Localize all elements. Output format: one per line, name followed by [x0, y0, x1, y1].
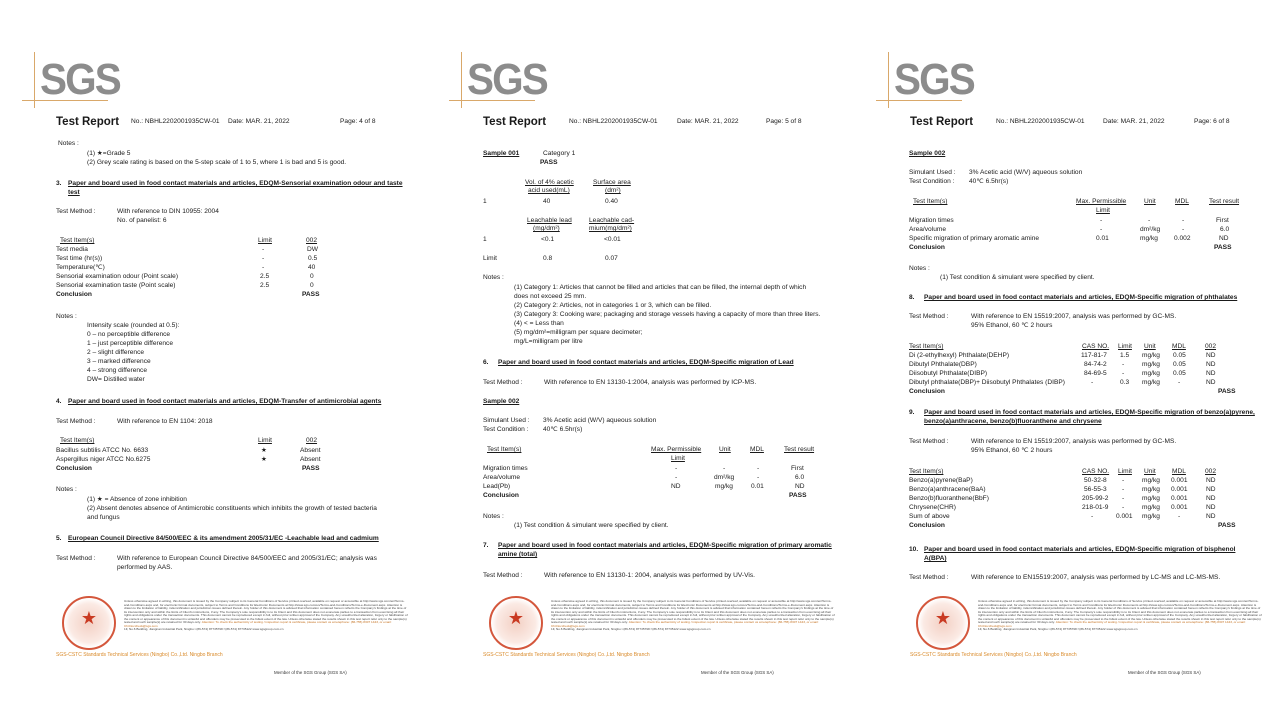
- cell-mdl: 0.001: [1171, 486, 1188, 493]
- lead-value: <0.1: [541, 236, 555, 243]
- conclusion-row: [22, 291, 432, 301]
- cell-cas: -: [1091, 513, 1094, 520]
- sample-label: Sample 001: [483, 150, 520, 157]
- note-text: 1 – just perceptible difference: [87, 340, 174, 347]
- cell-mdl: -: [757, 465, 760, 472]
- cell-item: Dibutyl Phthalate(DBP): [909, 361, 977, 368]
- col-volume: Vol. of 4% acetic: [525, 179, 574, 186]
- report-title: Test Report: [56, 116, 120, 128]
- section-number: 10.: [909, 546, 919, 553]
- terms-text: Unless otherwise agreed in writing, this document is issued by the Company subject to its General Conditions of Service printed overleaf, available on request or accessible at http://www.sgs.com/en/Terms-and-Conditions.aspx and, for electronic format documents, subject to Terms and Conditions for Electronic Documents at http://www.sgs.com/en/Terms-and-Conditions/Terms-e-Document.aspx. Attention is drawn to the limitation of liability, indemnification and jurisdiction issues defined therein. Any holder of this document is advised that information contained hereon reflects the Company's findings at the time of its intervention only and within the limits of Client's instructions, if any. The Company's sole responsibility is to its Client and this document does not exonerate parties to a transaction from exercising all their rights and obligations under the transaction documents. This document cannot be reproduced except in full, without prior written approval of the Company. Any unauthorized alteration, forgery or falsification of the content or appearance of this document is unlawful and offenders may be prosecuted to the fullest extent of the law. Unless otherwise stated the results shown in this test report refer only to the sample(s) tested and such sample(s) are retained for 30 days only.: [551, 599, 835, 625]
- notes-label: Notes :: [909, 265, 930, 272]
- col-mpl: Limit: [671, 455, 685, 462]
- cell-limit: 1.5: [1120, 352, 1130, 359]
- notes-label: Notes :: [483, 274, 504, 281]
- cell-cas: 218-01-9: [1082, 504, 1109, 511]
- test-method-label: Test Method :: [56, 208, 96, 215]
- cell-limit: -: [262, 255, 265, 262]
- sgs-logo: SGS: [40, 55, 120, 104]
- cell-mdl: -: [1178, 513, 1181, 520]
- test-method: With reference to EN 1104: 2018: [117, 418, 213, 425]
- cell-limit: -: [1122, 495, 1125, 502]
- cell-result: ND: [1219, 235, 1229, 242]
- cell-unit: mg/kg: [1140, 235, 1158, 242]
- cell-item: Migration times: [909, 217, 954, 224]
- cell-value: Absent: [300, 456, 321, 463]
- note-text: 3 – marked difference: [87, 358, 151, 365]
- cell-item: Test media: [56, 246, 88, 253]
- cell-item: Lead(Pb): [483, 483, 511, 490]
- section-number: 5.: [56, 535, 62, 542]
- note-text: (1) Test condition & simulant were specified by client.: [940, 274, 1095, 281]
- cell-value: ND: [1206, 513, 1216, 520]
- notes-label: Notes :: [56, 486, 77, 493]
- cell-item: Test time (hr(s)): [56, 255, 103, 262]
- section-number: 7.: [483, 542, 489, 549]
- col-test-items: Test Item(s): [909, 343, 944, 350]
- conclusion-value: PASS: [1214, 244, 1232, 251]
- cell-item: Benzo(a)anthracene(BaA): [909, 486, 986, 493]
- category: Category 1: [543, 150, 576, 157]
- col-unit: Unit: [719, 446, 731, 453]
- cell-limit: 2.5: [260, 273, 270, 280]
- report-number: No.: NBHL2202001935CW-01: [131, 118, 220, 125]
- note-text: (1) Category 1: Articles that cannot be filled and articles that can be filled, the internal depth of which: [514, 284, 807, 291]
- attention-text: Attention: To check the authenticity of testing / inspection report & certificate, please contact us at telephone: (86-755) 8307 1443, or email: CN.Doccheck@sgs.com: [124, 620, 392, 628]
- notes-label: Notes :: [58, 140, 79, 147]
- conclusion-label: Conclusion: [56, 465, 92, 472]
- col-cas: CAS NO.: [1082, 468, 1110, 475]
- col-test-items: Test Item(s): [487, 446, 522, 453]
- report-page-5: [449, 0, 859, 720]
- cell-mpl: ND: [671, 483, 681, 490]
- terms-text: Unless otherwise agreed in writing, this document is issued by the Company subject to its General Conditions of Service printed overleaf, available on request or accessible at http://www.sgs.com/en/Terms-and-Conditions.aspx and, for electronic format documents, subject to Terms and Conditions for Electronic Documents at http://www.sgs.com/en/Terms-and-Conditions/Terms-e-Document.aspx. Attention is drawn to the limitation of liability, indemnification and jurisdiction issues defined therein. Any holder of this document is advised that information contained hereon reflects the Company's findings at the time of its intervention only and within the limits of Client's instructions, if any. The Company's sole responsibility is to its Client and this document does not exonerate parties to a transaction from exercising all their rights and obligations under the transaction documents. This document cannot be reproduced except in full, without prior written approval of the Company. Any unauthorized alteration, forgery or falsification of the content or appearance of this document is unlawful and offenders may be prosecuted to the fullest extent of the law. Unless otherwise stated the results shown in this test report refer only to the sample(s) tested and such sample(s) are retained for 30 days only.: [124, 599, 408, 625]
- cell-limit: 0.3: [1120, 379, 1130, 386]
- col-mdl: MDL: [1172, 343, 1186, 350]
- cell-mdl: 0.001: [1171, 495, 1188, 502]
- cell-mdl: -: [1182, 217, 1185, 224]
- test-method: With reference to EN 15519:2007, analysis was performed by GC-MS.: [971, 313, 1177, 320]
- cell-limit: -: [1122, 504, 1125, 511]
- cell-item: Benzo(a)pyrene(BaP): [909, 477, 973, 484]
- cell-mdl: 0.002: [1174, 235, 1191, 242]
- cell-mpl: 0.01: [1096, 235, 1109, 242]
- cell-value: ND: [1206, 370, 1216, 377]
- cell-value: 0.5: [308, 255, 318, 262]
- cell-item: Aspergillus niger ATCC No.6275: [56, 456, 151, 463]
- col-002: 002: [306, 437, 318, 444]
- section-number: 3.: [56, 180, 62, 187]
- cell-mdl: 0.01: [751, 483, 764, 490]
- cell-item: Temperature(℃): [56, 264, 105, 271]
- terms-fine-print: [978, 600, 1263, 632]
- cell-result: 6.0: [1220, 226, 1230, 233]
- conclusion-value: PASS: [1218, 388, 1236, 395]
- cell-item: Sensorial examination odour (Point scale): [56, 273, 179, 280]
- note-text: mg/L=milligram per litre: [514, 338, 583, 345]
- section-title: Paper and board used in food contact materials and articles, EDQM-Specific migration of phthalates: [924, 294, 1238, 301]
- cell-mdl: 0.001: [1171, 504, 1188, 511]
- cell-value: ND: [1206, 352, 1216, 359]
- col-mdl: MDL: [750, 446, 764, 453]
- condition-label: Test Condition :: [483, 426, 529, 433]
- section-title: A(BPA): [924, 555, 947, 562]
- cell-cas: 205-99-2: [1082, 495, 1109, 502]
- test-method: With reference to European Council Directive 84/500/EEC and 2005/31/EC; analysis was: [117, 555, 377, 562]
- attention-text: Attention: To check the authenticity of testing / inspection report & certificate, please contact us at telephone: (86-755) 8307 1443, or email: CN.Doccheck@sgs.com: [978, 620, 1246, 628]
- col-test-items: Test Item(s): [909, 468, 944, 475]
- cell-mpl: -: [675, 465, 678, 472]
- company-seal: [489, 596, 543, 650]
- cell-unit: mg/kg: [1142, 513, 1160, 520]
- cell-limit: -: [1122, 486, 1125, 493]
- cell-item: Sum of above: [909, 513, 950, 520]
- condition-value: 40℃ 6.5hr(s): [543, 426, 583, 433]
- col-limit: Limit: [1118, 343, 1132, 350]
- cell-value: DW: [307, 246, 318, 253]
- company-seal: [62, 596, 116, 650]
- report-number: No.: NBHL2202001935CW-01: [996, 118, 1085, 125]
- sgs-logo: SGS: [894, 55, 974, 104]
- test-method-label: Test Method :: [909, 438, 949, 445]
- col-unit: Unit: [1144, 343, 1156, 350]
- test-method-label: Test Method :: [56, 418, 96, 425]
- notes-label: Notes :: [56, 313, 77, 320]
- cell-limit: -: [1122, 370, 1125, 377]
- page-number: Page: 6 of 8: [1194, 118, 1230, 125]
- cell-item: Area/volume: [483, 474, 521, 481]
- simulant-label: Simulant Used :: [483, 417, 530, 424]
- test-method: With reference to EN15519:2007, analysis was performed by LC-MS and LC-MS-MS.: [971, 574, 1221, 581]
- cell-mdl: 0.05: [1173, 370, 1186, 377]
- note-text: does not exceed 25 mm.: [514, 293, 587, 300]
- star-icon: ★: [934, 608, 952, 628]
- cell-mdl: 0.05: [1173, 352, 1186, 359]
- conclusion-label: Conclusion: [56, 291, 92, 298]
- cell-value: 0: [310, 273, 314, 280]
- cell-mdl: -: [757, 474, 760, 481]
- col-cas: CAS NO.: [1082, 343, 1110, 350]
- row-number: 1: [483, 198, 487, 205]
- col-002: 002: [1205, 468, 1217, 475]
- col-mdl: MDL: [1172, 468, 1186, 475]
- report-date: Date: MAR. 21, 2022: [228, 118, 290, 125]
- cell-item: Migration times: [483, 465, 528, 472]
- note-text: (5) mg/dm²=milligram per square decimeter;: [514, 329, 643, 336]
- note-text: DW= Distilled water: [87, 376, 145, 383]
- cell-cas: 84-74-2: [1084, 361, 1107, 368]
- cell-value: ND: [1206, 486, 1216, 493]
- report-title: Test Report: [910, 116, 974, 128]
- page-number: Page: 4 of 8: [340, 118, 376, 125]
- cell-item: Sensorial examination taste (Point scale): [56, 282, 176, 289]
- report-number: No.: NBHL2202001935CW-01: [569, 118, 658, 125]
- seal-caption: SGS-CSTC Standards Technical Services (Ningbo) Co.,Ltd. Ningbo Branch: [910, 652, 1077, 658]
- cell-value: ND: [1206, 495, 1216, 502]
- conclusion-value: PASS: [1218, 522, 1236, 529]
- cell-item: Di (2-ethylhexyl) Phthalate(DEHP): [909, 352, 1010, 359]
- conclusion-value: PASS: [302, 291, 320, 298]
- test-method: 95% Ethanol, 60 ℃ 2 hours: [971, 322, 1053, 329]
- cell-limit: ★: [261, 447, 267, 454]
- cell-cas: 84-69-5: [1084, 370, 1107, 377]
- seal-caption: SGS-CSTC Standards Technical Services (Ningbo) Co.,Ltd. Ningbo Branch: [483, 652, 650, 658]
- cell-value: Absent: [300, 447, 321, 454]
- cadmium-value: <0.01: [604, 236, 621, 243]
- cell-value: 40: [308, 264, 316, 271]
- cell-value: 0: [310, 282, 314, 289]
- address-text: 1F, No.6 Building, Jiangnan Industrial Park, Ningbo t (86-574) 87735798 f (86-574) 87735122 www.sgsgroup.com.cn: [124, 627, 284, 632]
- note-text: (3) Category 3: Cooking ware; packaging and storage vessels having a capacity of more than three liters.: [514, 311, 821, 318]
- section-number: 8.: [909, 294, 915, 301]
- cadmium-limit: 0.07: [605, 255, 618, 262]
- member-line: Member of the SGS Group (SGS SA): [274, 670, 347, 675]
- cell-unit: mg/kg: [1142, 352, 1160, 359]
- cell-item: Area/volume: [909, 226, 947, 233]
- condition-value: 40℃ 6.5hr(s): [969, 178, 1009, 185]
- cell-limit: 2.5: [260, 282, 270, 289]
- section-number: 4.: [56, 398, 62, 405]
- address-text: 1F, No.6 Building, Jiangnan Industrial Park, Ningbo t (86-574) 87735798 f (86-574) 87735122 www.sgsgroup.com.cn: [551, 627, 711, 632]
- cell-cas: 56-55-3: [1084, 486, 1107, 493]
- cell-unit: -: [723, 465, 726, 472]
- simulant-value: 3% Acetic acid (W/V) aqueous solution: [969, 169, 1083, 176]
- conclusion-label: Conclusion: [909, 244, 945, 251]
- sample-label: Sample 002: [909, 150, 946, 157]
- conclusion-row: [876, 522, 1280, 532]
- col-test-items: Test Item(s): [913, 198, 948, 205]
- cell-limit: -: [1122, 361, 1125, 368]
- col-002: 002: [306, 237, 318, 244]
- cell-item: Benzo(b)fluoranthene(BbF): [909, 495, 989, 502]
- test-method: No. of panelist: 6: [117, 217, 167, 224]
- cell-limit: 0.001: [1116, 513, 1133, 520]
- cell-mdl: -: [1178, 379, 1181, 386]
- col-unit: Unit: [1144, 468, 1156, 475]
- col-test-items: Test Item(s): [60, 237, 95, 244]
- cell-unit: mg/kg: [1142, 361, 1160, 368]
- section-title: Paper and board used in food contact materials and articles, EDQM-Transfer of antimicrobial agents: [68, 398, 382, 405]
- cell-limit: -: [262, 264, 265, 271]
- col-limit: Limit: [1118, 468, 1132, 475]
- cell-unit: mg/kg: [1142, 504, 1160, 511]
- cell-unit: mg/kg: [1142, 486, 1160, 493]
- test-method-label: Test Method :: [56, 555, 96, 562]
- simulant-value: 3% Acetic acid (W/V) aqueous solution: [543, 417, 657, 424]
- company-seal: [916, 596, 970, 650]
- cell-mdl: 0.05: [1173, 361, 1186, 368]
- conclusion-label: Conclusion: [483, 492, 519, 499]
- col-cadmium: Leachable cad-: [589, 217, 635, 224]
- cell-value: ND: [1206, 477, 1216, 484]
- test-method: With reference to EN 13130-1: 2004, analysis was performed by UV-Vis.: [544, 572, 755, 579]
- cell-unit: -: [1148, 217, 1151, 224]
- volume-value: 40: [543, 198, 551, 205]
- note-text: (2) Absent denotes absence of Antimicrobic constituents which inhibits the growth of tested bacteria: [87, 505, 377, 512]
- section-title: Paper and board used in food contact materials and articles, EDQM-Specific migration of Lead: [498, 359, 794, 366]
- test-method-label: Test Method :: [909, 574, 949, 581]
- note-text: (1) ★ = Absence of zone inhibition: [87, 496, 187, 503]
- note-text: 2 – slight difference: [87, 349, 145, 356]
- sgs-logo: SGS: [467, 55, 547, 104]
- section-title: test: [68, 189, 80, 196]
- conclusion-row: [876, 388, 1280, 398]
- test-method: With reference to EN 15519:2007, analysis was performed by GC-MS.: [971, 438, 1177, 445]
- conclusion-value: PASS: [302, 465, 320, 472]
- report-page-6: [876, 0, 1280, 720]
- section-number: 6.: [483, 359, 489, 366]
- test-method: With reference to EN 13130-1:2004, analysis was performed by ICP-MS.: [544, 379, 757, 386]
- area-value: 0.40: [605, 198, 618, 205]
- note-text: 4 – strong difference: [87, 367, 147, 374]
- col-volume: acid used(mL): [528, 187, 570, 194]
- note-text: (2) Grey scale rating is based on the 5-step scale of 1 to 5, where 1 is bad and 5 is good.: [87, 159, 347, 166]
- test-method: performed by AAS.: [117, 564, 173, 571]
- note-text: (1) Test condition & simulant were specified by client.: [514, 522, 669, 529]
- col-lead: (mg/dm²): [533, 225, 560, 232]
- test-method: 95% Ethanol, 60 ℃ 2 hours: [971, 447, 1053, 454]
- test-method-label: Test Method :: [483, 379, 523, 386]
- note-text: 0 – no perceptible difference: [87, 331, 171, 338]
- section-title: benzo(a)anthracene, benzo(b)fluoranthene and chrysene: [924, 418, 1102, 425]
- note-text: (1) ★=Grade 5: [87, 150, 131, 157]
- section-title: Paper and board used in food contact materials and articles, EDQM-Specific migration of benzo(a)pyrene,: [924, 409, 1255, 416]
- col-mpl: Max. Permissible: [1076, 198, 1127, 205]
- col-unit: Unit: [1144, 198, 1156, 205]
- cell-unit: mg/kg: [1142, 379, 1160, 386]
- section-number: 9.: [909, 409, 915, 416]
- cell-unit: mg/kg: [1142, 370, 1160, 377]
- simulant-label: Simulant Used :: [909, 169, 956, 176]
- cell-mdl: 0.001: [1171, 477, 1188, 484]
- cell-mpl: -: [1100, 217, 1103, 224]
- sample-result: PASS: [540, 159, 558, 166]
- col-area: (dm²): [605, 187, 621, 194]
- section-title: European Council Directive 84/500/EEC & its amendment 2005/31/EC -Leachable lead and cadmium: [68, 535, 379, 542]
- cell-value: ND: [1206, 504, 1216, 511]
- report-page-4: [22, 0, 432, 720]
- cell-result: 6.0: [795, 474, 805, 481]
- row-number: 1: [483, 236, 487, 243]
- conclusion-row: [876, 244, 1280, 254]
- cell-unit: mg/kg: [1142, 477, 1160, 484]
- member-line: Member of the SGS Group (SGS SA): [1128, 670, 1201, 675]
- section-title: Paper and board used in food contact materials and articles, EDQM-Sensorial examination odour and taste: [68, 180, 403, 187]
- col-mpl: Max. Permissible: [651, 446, 702, 453]
- star-icon: ★: [80, 608, 98, 628]
- conclusion-label: Conclusion: [909, 388, 945, 395]
- cell-item: Chrysene(CHR): [909, 504, 956, 511]
- seal-caption: SGS-CSTC Standards Technical Services (Ningbo) Co.,Ltd. Ningbo Branch: [56, 652, 223, 658]
- col-result: Test result: [1209, 198, 1240, 205]
- cell-result: First: [791, 465, 804, 472]
- cell-result: ND: [795, 483, 805, 490]
- cell-result: First: [1216, 217, 1229, 224]
- limit-label: Limit: [483, 255, 497, 262]
- col-002: 002: [1205, 343, 1217, 350]
- cell-item: Specific migration of primary aromatic amine: [909, 235, 1040, 242]
- attention-text: Attention: To check the authenticity of testing / inspection report & certificate, please contact us at telephone: (86-755) 8307 1443, or email: CN.Doccheck@sgs.com: [551, 620, 819, 628]
- conclusion-row: [449, 492, 859, 502]
- notes-label: Notes :: [483, 513, 504, 520]
- cell-limit: ★: [261, 456, 267, 463]
- cell-unit: dm²/kg: [714, 474, 735, 481]
- section-title: Paper and board used in food contact materials and articles, EDQM-Specific migration of primary aromatic: [498, 542, 832, 549]
- member-line: Member of the SGS Group (SGS SA): [701, 670, 774, 675]
- col-mdl: MDL: [1175, 198, 1189, 205]
- col-result: Test result: [784, 446, 815, 453]
- cell-item: Dibutyl phthalate(DBP)+ Diisobutyl Phthalates (DIBP): [909, 379, 1065, 386]
- cell-mdl: -: [1182, 226, 1185, 233]
- cell-value: ND: [1206, 379, 1216, 386]
- sample-label: Sample 002: [483, 398, 520, 405]
- cell-mpl: -: [1100, 226, 1103, 233]
- terms-fine-print: [551, 600, 836, 632]
- test-method: With reference to DIN 10955: 2004: [117, 208, 219, 215]
- col-test-items: Test Item(s): [60, 437, 95, 444]
- cell-mpl: -: [675, 474, 678, 481]
- test-method-label: Test Method :: [909, 313, 949, 320]
- cell-cas: -: [1091, 379, 1094, 386]
- terms-text: Unless otherwise agreed in writing, this document is issued by the Company subject to its General Conditions of Service printed overleaf, available on request or accessible at http://www.sgs.com/en/Terms-and-Conditions.aspx and, for electronic format documents, subject to Terms and Conditions for Electronic Documents at http://www.sgs.com/en/Terms-and-Conditions/Terms-e-Document.aspx. Attention is drawn to the limitation of liability, indemnification and jurisdiction issues defined therein. Any holder of this document is advised that information contained hereon reflects the Company's findings at the time of its intervention only and within the limits of Client's instructions, if any. The Company's sole responsibility is to its Client and this document does not exonerate parties to a transaction from exercising all their rights and obligations under the transaction documents. This document cannot be reproduced except in full, without prior written approval of the Company. Any unauthorized alteration, forgery or falsification of the content or appearance of this document is unlawful and offenders may be prosecuted to the fullest extent of the law. Unless otherwise stated the results shown in this test report refer only to the sample(s) tested and such sample(s) are retained for 30 days only.: [978, 599, 1262, 625]
- note-text: Intensity scale (rounded at 0.5):: [87, 322, 180, 329]
- note-text: (4) < = Less than: [514, 320, 564, 327]
- cell-cas: 117-81-7: [1081, 352, 1107, 359]
- report-date: Date: MAR. 21, 2022: [677, 118, 739, 125]
- cell-item: Diisobutyl Phthalate(DIBP): [909, 370, 988, 377]
- cell-item: Bacillus subtilis ATCC No. 6633: [56, 447, 149, 454]
- address-text: 1F, No.6 Building, Jiangnan Industrial Park, Ningbo t (86-574) 87735798 f (86-574) 87735122 www.sgsgroup.com.cn: [978, 627, 1138, 632]
- report-title: Test Report: [483, 116, 547, 128]
- conclusion-row: [22, 465, 432, 475]
- conclusion-label: Conclusion: [909, 522, 945, 529]
- cell-cas: 50-32-8: [1084, 477, 1107, 484]
- condition-label: Test Condition :: [909, 178, 955, 185]
- page-number: Page: 5 of 8: [766, 118, 802, 125]
- col-lead: Leachable lead: [527, 217, 572, 224]
- col-cadmium: mium(mg/dm²): [589, 225, 632, 232]
- star-icon: ★: [507, 608, 525, 628]
- col-limit: Limit: [258, 237, 272, 244]
- col-mpl: Limit: [1096, 207, 1110, 214]
- section-title: Paper and board used in food contact materials and articles, EDQM-Specific migration of bisphenol: [924, 546, 1236, 553]
- report-date: Date: MAR. 21, 2022: [1103, 118, 1165, 125]
- cell-unit: mg/kg: [1142, 495, 1160, 502]
- test-method-label: Test Method :: [483, 572, 523, 579]
- note-text: (2) Category 2: Articles, not in categories 1 or 3, which can be filled.: [514, 302, 712, 309]
- col-limit: Limit: [258, 437, 272, 444]
- cell-limit: -: [262, 246, 265, 253]
- cell-unit: dm²/kg: [1140, 226, 1161, 233]
- cell-unit: mg/kg: [715, 483, 733, 490]
- section-title: amine (total): [498, 551, 538, 558]
- lead-limit: 0.8: [543, 255, 553, 262]
- terms-fine-print: [124, 600, 409, 632]
- note-text: and fungus: [87, 514, 120, 521]
- cell-limit: -: [1122, 477, 1125, 484]
- col-area: Surface area: [593, 179, 631, 186]
- cell-value: ND: [1206, 361, 1216, 368]
- conclusion-value: PASS: [789, 492, 807, 499]
